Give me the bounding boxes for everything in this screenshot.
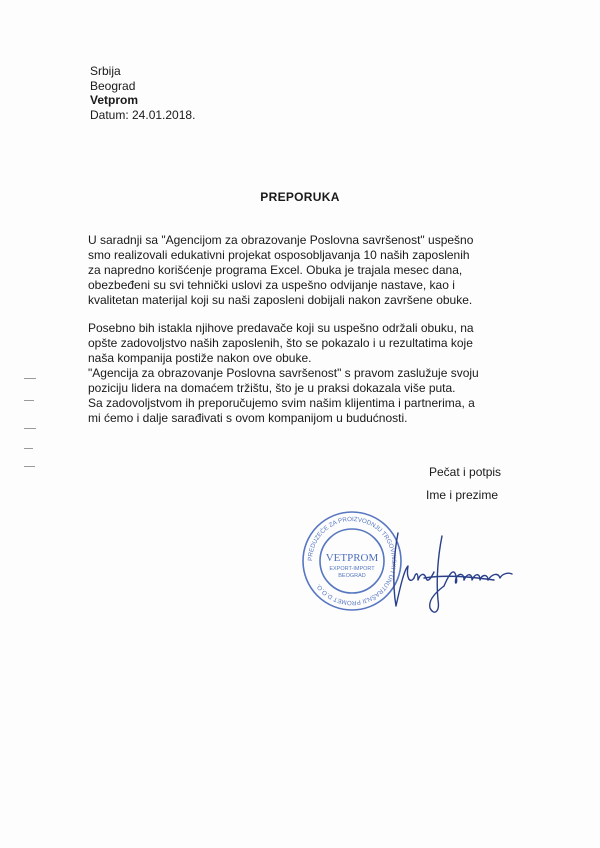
letter-body: [88, 233, 528, 426]
sender-company: Vetprom: [90, 93, 139, 107]
stamp-sub-text-1: EXPORT-IMPORT: [329, 566, 375, 572]
sender-city: Beograd: [90, 78, 136, 93]
margin-marks: [24, 370, 44, 480]
stamp-signature-label: Pečat i potpis: [429, 465, 502, 479]
body-paragraph-3: "Agencija za obrazovanje Poslovna savršenost" s pravom zaslužuje svoju poziciju lidera na domaćem tržištu, što je u praksi dokazala više puta.: [88, 366, 479, 395]
letter-title: PREPORUKA: [260, 190, 340, 204]
body-paragraph-4: Sa zadovoljstvom ih preporučujemo svim našim klijentima i partnerima, a mi ćemo i dalje sarađivati s ovom kompanijom u budućnosti.: [88, 396, 475, 425]
body-paragraph-1: U saradnji sa "Agencijom za obrazovanje Poslovna savršenost" uspešno smo realizovali edukativni projekat osposobljavanja 10 naših zaposlenih za napredno korišćenje programa Excel. Obuka je trajala mesec dana, obezbeđeni su svi tehnički uslovi za uspešno odvijanje nastave, kao i kvalitetan materijal koji su naši zaposleni dobijali nakon završene obuke.: [88, 233, 474, 307]
sender-country: Srbija: [90, 64, 121, 78]
body-paragraph-2: Posebno bih istakla njihove predavače koji su uspešno održali obuku, na opšte zadovoljstvo naših zaposlenih, što se pokazalo i u rezultatima koje naša kompanija postiže nakon ove obuke.: [88, 321, 474, 365]
full-name-label: Ime i prezime: [426, 488, 499, 502]
stamp-sub-text-2: BEOGRAD: [338, 573, 366, 579]
letter-date: Datum: 24.01.2018.: [90, 107, 196, 122]
stamp-center-text: VETPROM: [325, 552, 379, 564]
handwritten-signature: [384, 528, 519, 618]
stamp-ring-text: PREDUZEĆE ZA PROIZVODNJU TRGOVINSKI I UNUTRAŠNJI PROMET D.O.O.: [306, 515, 398, 607]
sender-block: [90, 64, 195, 122]
